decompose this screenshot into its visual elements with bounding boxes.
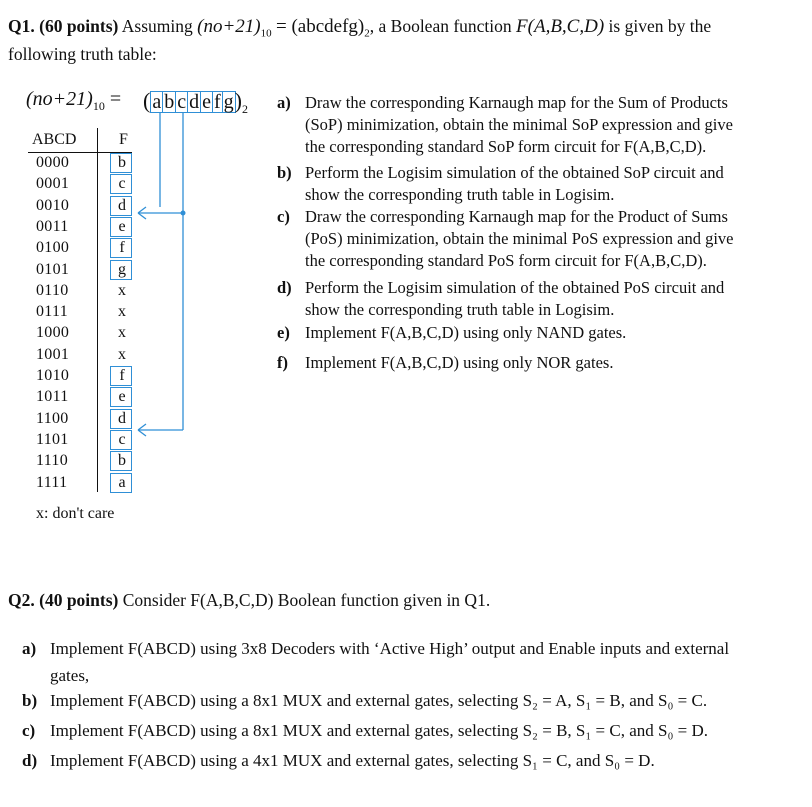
encoding-letter-c: c (177, 91, 187, 113)
encoding-eq: = (109, 88, 122, 110)
part-line: the corresponding standard SoP form circuit for F(A,B,C,D). (305, 137, 707, 156)
part-line: Implement F(ABCD) using 3x8 Decoders with ‘Active High’ output and Enable inputs and external (50, 639, 730, 658)
part-label: c) (22, 721, 36, 740)
part-line: Perform the Logisim simulation of the obtained PoS circuit and (305, 278, 725, 297)
part-label: a) (277, 93, 291, 112)
part-line: Draw the corresponding Karnaugh map for the Product of Sums (305, 207, 728, 226)
part-line: Draw the corresponding Karnaugh map for the Sum of Products (305, 93, 728, 112)
table-cell-f: d (118, 196, 126, 214)
q2-heading (8, 590, 490, 611)
part-line: show the corresponding truth table in Logisim. (305, 300, 615, 319)
encoding-letter-d: d (189, 91, 200, 113)
table-cell-f: d (118, 409, 126, 427)
q1-eq-sub: 10 (260, 27, 272, 40)
encoding-letter-f: f (214, 91, 221, 113)
table-cell-abcd: 0000 (36, 154, 70, 171)
table-cell-abcd: 1000 (36, 324, 70, 342)
table-cell-abcd: 1110 (36, 452, 69, 470)
part-line: Implement F(ABCD) using a 8x1 MUX and external gates, selecting S₂ = B, S₁ = C, and S₀ = D. (50, 721, 709, 740)
part-text (305, 277, 724, 321)
table-cell-f: x (118, 281, 126, 299)
q1-eq-rhs: = (abcdefg) (276, 16, 365, 37)
part-label: d) (277, 278, 292, 297)
table-header-input: ABCD (32, 131, 77, 148)
part-line: show the corresponding truth table in Logisim. (305, 185, 615, 204)
part-line: gates, (50, 666, 90, 685)
part-label: d) (22, 751, 38, 770)
encoding-open-paren: ( (143, 88, 151, 113)
part-text (50, 687, 707, 714)
part-label: b) (277, 163, 292, 182)
part-label: c) (277, 207, 290, 226)
encoding-letter-b: b (164, 91, 175, 113)
table-header-output: F (119, 131, 128, 148)
part-line: (PoS) minimization, obtain the minimal PoS expression and give (305, 229, 734, 248)
table-cell-f: f (119, 239, 125, 257)
table-cell-f: f (119, 367, 125, 384)
q1-line1-pre: Assuming (121, 16, 193, 36)
table-cell-f: x (118, 303, 126, 321)
encoding-letter-g: g (223, 91, 234, 113)
q1-line1-post: , a Boolean function (369, 16, 512, 36)
table-cell-f: b (118, 154, 126, 171)
table-cell-abcd: 1100 (36, 409, 69, 427)
table-cell-f: x (118, 345, 126, 363)
part-label: e) (277, 323, 290, 342)
encoding-rhs-sub: 2 (242, 102, 248, 116)
q2-intro: Consider F(A,B,C,D) Boolean function given in Q1. (122, 590, 491, 610)
table-cell-abcd: 0010 (36, 196, 70, 214)
q1-func: F(A,B,C,D) (516, 16, 605, 37)
q1-eq-sub2: 2 (364, 27, 370, 40)
part-line: Implement F(A,B,C,D) using only NOR gates. (305, 353, 614, 372)
q1-eq-lhs: (no+21) (197, 16, 261, 37)
table-cell-f: b (118, 452, 126, 470)
encoding-close-paren: ) (234, 88, 242, 113)
part-text (305, 322, 626, 344)
table-cell-f: c (118, 430, 126, 448)
part-text (305, 162, 724, 206)
encoding-letter-e: e (202, 91, 211, 113)
part-text (50, 717, 708, 744)
part-line: Implement F(ABCD) using a 8x1 MUX and external gates, selecting S₂ = A, S₁ = B, and S₀ = C. (50, 691, 708, 710)
part-label: a) (22, 639, 37, 658)
table-cell-abcd: 0100 (36, 239, 70, 257)
part-line: (SoP) minimization, obtain the minimal SoP expression and give (305, 115, 733, 134)
table-cell-abcd: 0111 (36, 303, 69, 321)
part-line: Implement F(ABCD) using a 4x1 MUX and external gates, selecting S₁ = C, and S₀ = D. (50, 751, 655, 770)
table-cell-f: c (118, 175, 126, 193)
q1-line2: following truth table: (8, 44, 157, 64)
encoding-lhs: (no+21) (26, 88, 93, 110)
table-cell-f: a (118, 473, 126, 491)
q1-line1-end: is given by the (608, 16, 712, 36)
table-cell-abcd: 1101 (36, 430, 69, 448)
encoding-letter-a: a (152, 91, 162, 113)
table-cell-abcd: 1011 (36, 388, 69, 406)
dont-care-note: x: don't care (36, 505, 115, 522)
table-cell-abcd: 1010 (36, 367, 70, 384)
part-text (50, 635, 729, 689)
part-line: the corresponding standard PoS form circuit for F(A,B,C,D). (305, 251, 707, 270)
part-text (305, 92, 733, 158)
q2-label: Q2. (40 points) (8, 590, 119, 610)
table-cell-abcd: 0011 (36, 217, 69, 235)
part-text (305, 352, 613, 374)
part-line: Perform the Logisim simulation of the obtained SoP circuit and (305, 163, 724, 182)
part-label: f) (277, 353, 288, 372)
table-cell-f: e (118, 217, 126, 235)
table-cell-f: g (118, 260, 126, 278)
table-cell-abcd: 0101 (36, 260, 70, 278)
table-cell-abcd: 1001 (36, 345, 70, 363)
table-cell-f: x (118, 324, 126, 342)
table-cell-abcd: 0001 (36, 175, 70, 193)
part-text (305, 206, 734, 272)
part-label: b) (22, 691, 38, 710)
table-cell-f: e (118, 388, 126, 406)
q1-label: Q1. (60 points) (8, 16, 119, 36)
part-text (50, 747, 655, 774)
table-cell-abcd: 0110 (36, 281, 69, 299)
encoding-lhs-sub: 10 (92, 99, 105, 113)
table-cell-abcd: 1111 (36, 473, 68, 491)
part-line: Implement F(A,B,C,D) using only NAND gates. (305, 323, 627, 342)
